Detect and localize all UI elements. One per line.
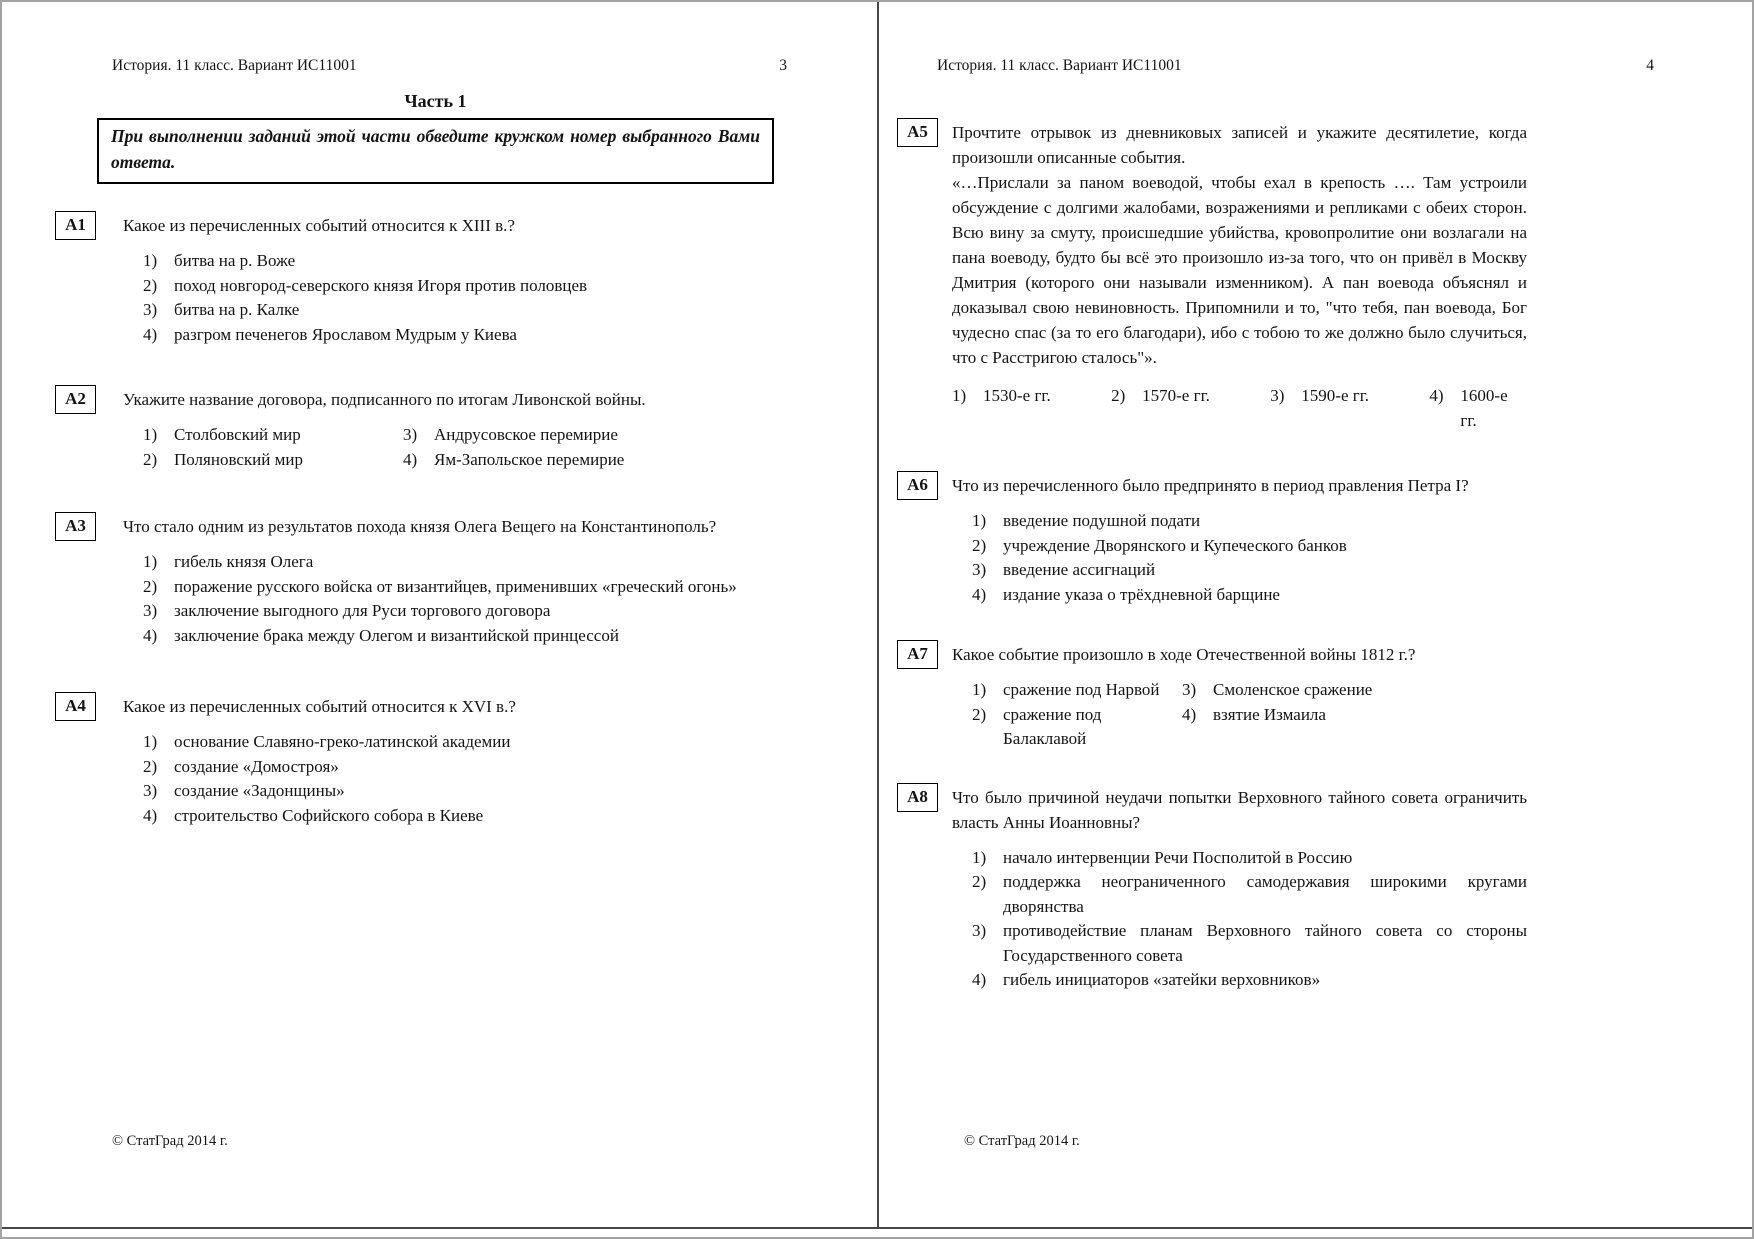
option-number: 1) xyxy=(143,732,158,751)
question-label-a4: А4 xyxy=(55,692,96,721)
option-a6-4 xyxy=(952,583,1527,608)
options-a5 xyxy=(952,384,1527,433)
option-number: 1) xyxy=(143,552,158,571)
page-3 xyxy=(2,2,877,1227)
question-a7 xyxy=(879,640,1754,752)
question-label-a7: А7 xyxy=(897,640,938,669)
option-text: 1590-е гг. xyxy=(1301,386,1370,405)
option-a4-4 xyxy=(123,804,774,829)
option-a1-3 xyxy=(123,298,774,323)
option-text: введение подушной подати xyxy=(1003,511,1201,530)
option-number: 4) xyxy=(143,805,158,825)
options-a1 xyxy=(123,249,774,347)
page-divider-line xyxy=(877,2,879,1227)
option-number: 3) xyxy=(972,560,987,579)
option-text: основание Славяно-греко-латинской академии xyxy=(174,732,511,751)
question-a6 xyxy=(879,471,1754,607)
question-label-a2: А2 xyxy=(55,385,96,414)
option-a7-4 xyxy=(1182,703,1527,752)
question-text-a2: Укажите название договора, подписанного по итогам Ливонской войны. xyxy=(123,390,646,409)
option-text: 1600-е гг. xyxy=(1460,386,1508,430)
options-a3 xyxy=(123,550,774,648)
option-a4-3 xyxy=(123,779,774,804)
option-a5-2 xyxy=(1111,384,1270,433)
option-text: битва на р. Калке xyxy=(174,300,300,319)
copyright-footer: © СтатГрад 2014 г. xyxy=(964,1133,1080,1149)
option-number: 3) xyxy=(403,425,418,444)
question-label-a8: А8 xyxy=(897,783,938,812)
option-number: 3) xyxy=(143,601,158,620)
option-a3-4 xyxy=(123,624,774,649)
option-a1-1 xyxy=(123,249,774,274)
option-number: 3) xyxy=(143,781,158,800)
running-header xyxy=(112,57,787,75)
option-a8-1 xyxy=(952,846,1527,871)
option-a1-2 xyxy=(123,274,774,299)
option-text: заключение выгодного для Руси торгового договора xyxy=(174,601,551,620)
option-a4-1 xyxy=(123,730,774,755)
option-number: 4) xyxy=(972,584,987,604)
question-a1 xyxy=(2,211,877,347)
running-header-title: История. 11 класс. Вариант ИС11001 xyxy=(937,57,1182,74)
question-text-a3: Что стало одним из результатов похода князя Олега Вещего на Константинополь? xyxy=(123,517,717,536)
option-a5-3 xyxy=(1270,384,1429,433)
option-text: поражение русского войска от византийцев, применивших «греческий огонь» xyxy=(174,576,737,596)
option-number: 1) xyxy=(143,425,158,444)
option-text: учреждение Дворянского и Купеческого банков xyxy=(1003,535,1347,555)
option-number: 1) xyxy=(972,511,987,530)
option-text: создание «Задонщины» xyxy=(174,781,345,800)
option-text: Столбовский мир xyxy=(174,425,301,444)
option-text: создание «Домостроя» xyxy=(174,756,339,776)
source-passage: «…Прислали за паном воеводой, чтобы ехал в крепость …. Там устроили обсуждение с долгими жалобами, возражениями и репликами с обеих сторон. Всю вину за смуту, происшедшие убийства, кровопролитие они возлагали на пана воеводу, будто бы всё это произошло из-за того, что он привёл в Москву Дмитрия (которого они называли изменником). А пан воевода объяснял и доказывал свою невиновность. Припомнили и то, "что тебя, пан воевода, Бог чудесно спас (за то его благодари), ибо с тобою то же должно было случиться, что с Расстригою сталось"». xyxy=(952,173,1527,367)
option-text: заключение брака между Олегом и византийской принцессой xyxy=(174,625,619,645)
option-text: гибель инициаторов «затейки верховников» xyxy=(1003,970,1321,989)
question-label-a6: А6 xyxy=(897,471,938,500)
option-a6-3 xyxy=(952,558,1527,583)
page-4 xyxy=(879,2,1754,1227)
option-number: 2) xyxy=(972,872,987,891)
option-text: 1570-е гг. xyxy=(1142,386,1210,405)
option-a7-3 xyxy=(1182,678,1527,703)
question-text-a8: Что было причиной неудачи попытки Верховного тайного совета ограничить власть Анны Иоанновны? xyxy=(952,787,1527,832)
option-text: противодействие планам Верховного тайного совета со стороны Государственного совета xyxy=(1003,921,1527,965)
option-text: Ям-Запольское перемирие xyxy=(434,449,625,469)
option-text: сражение под Нарвой xyxy=(1003,680,1160,699)
option-number: 3) xyxy=(1270,386,1285,405)
question-a2 xyxy=(2,385,877,472)
options-a2 xyxy=(123,423,774,472)
page-number: 4 xyxy=(1646,57,1654,74)
option-number: 4) xyxy=(1182,704,1197,724)
question-text-a5: Прочтите отрывок из дневниковых записей и укажите десятилетие, когда произошли описанные события. xyxy=(952,123,1527,167)
option-number: 2) xyxy=(143,756,158,776)
option-number: 3) xyxy=(972,921,987,940)
option-text: разгром печенегов Ярославом Мудрым у Киева xyxy=(174,324,517,344)
option-text: 1530-е гг. xyxy=(983,386,1051,405)
option-text: Поляновский мир xyxy=(174,449,303,469)
option-text: введение ассигнаций xyxy=(1003,560,1156,579)
option-number: 4) xyxy=(1429,386,1444,405)
option-a6-1 xyxy=(952,509,1527,534)
question-a3 xyxy=(2,512,877,648)
option-number: 2) xyxy=(972,535,987,555)
question-a8 xyxy=(879,783,1754,993)
option-a2-2 xyxy=(123,448,403,473)
option-number: 4) xyxy=(972,970,987,989)
running-header xyxy=(937,57,1654,75)
copyright-footer: © СтатГрад 2014 г. xyxy=(112,1133,228,1149)
option-number: 2) xyxy=(143,449,158,469)
options-a6 xyxy=(952,509,1527,607)
page-number: 3 xyxy=(779,57,787,74)
option-number: 3) xyxy=(143,300,158,319)
option-number: 4) xyxy=(143,625,158,645)
question-text-a7: Какое событие произошло в ходе Отечественной войны 1812 г.? xyxy=(952,645,1416,664)
option-number: 1) xyxy=(143,251,158,270)
option-number: 2) xyxy=(1111,386,1126,405)
option-text: строительство Софийского собора в Киеве xyxy=(174,805,484,825)
instructions-box: При выполнении заданий этой части обведите кружком номер выбранного Вами ответа. xyxy=(97,118,774,184)
question-text-a1: Какое из перечисленных событий относится к XIII в.? xyxy=(123,216,515,235)
option-number: 1) xyxy=(972,847,987,867)
question-a5 xyxy=(879,118,1754,433)
option-a7-2 xyxy=(952,703,1182,752)
question-text-a6: Что из перечисленного было предпринято в период правления Петра I? xyxy=(952,476,1469,495)
option-number: 2) xyxy=(972,704,987,724)
question-label-a1: А1 xyxy=(55,211,96,240)
question-label-a3: А3 xyxy=(55,512,96,541)
option-number: 4) xyxy=(143,324,158,344)
option-number: 3) xyxy=(1182,680,1197,699)
option-a5-4 xyxy=(1429,384,1527,433)
option-a8-2 xyxy=(952,870,1527,919)
question-a4 xyxy=(2,692,877,828)
option-a2-4 xyxy=(403,448,774,473)
options-a7 xyxy=(952,678,1527,752)
option-a7-1 xyxy=(952,678,1182,703)
option-a4-2 xyxy=(123,755,774,780)
option-number: 4) xyxy=(403,449,418,469)
option-a1-4 xyxy=(123,323,774,348)
option-number: 1) xyxy=(972,680,987,699)
options-a8 xyxy=(952,846,1527,993)
option-a3-3 xyxy=(123,599,774,624)
part-title: Часть 1 xyxy=(404,91,467,111)
option-text: Смоленское сражение xyxy=(1213,680,1373,699)
option-a2-3 xyxy=(403,423,774,448)
option-text: взятие Измаила xyxy=(1213,704,1326,724)
question-label-a5: А5 xyxy=(897,118,938,147)
option-text: издание указа о трёхдневной барщине xyxy=(1003,584,1280,604)
option-text: поход новгород-северского князя Игоря против половцев xyxy=(174,275,588,295)
question-text-a4: Какое из перечисленных событий относится к XVI в.? xyxy=(123,697,516,716)
running-header-title: История. 11 класс. Вариант ИС11001 xyxy=(112,57,357,74)
option-a5-1 xyxy=(952,384,1111,433)
option-a8-4 xyxy=(952,968,1527,993)
option-number: 1) xyxy=(952,386,967,405)
option-a3-1 xyxy=(123,550,774,575)
option-a6-2 xyxy=(952,534,1527,559)
option-a8-3 xyxy=(952,919,1527,968)
page-bottom-edge-line xyxy=(2,1227,1752,1229)
option-text: сражение под Балаклавой xyxy=(1003,704,1102,748)
option-a3-2 xyxy=(123,575,774,600)
options-a4 xyxy=(123,730,774,828)
option-number: 2) xyxy=(143,576,158,596)
option-text: начало интервенции Речи Посполитой в Россию xyxy=(1003,847,1353,867)
option-text: Андрусовское перемирие xyxy=(434,425,618,444)
option-number: 2) xyxy=(143,275,158,295)
option-a2-1 xyxy=(123,423,403,448)
option-text: гибель князя Олега xyxy=(174,552,314,571)
option-text: поддержка неограниченного самодержавия широкими кругами дворянства xyxy=(1003,872,1527,916)
option-text: битва на р. Воже xyxy=(174,251,296,270)
